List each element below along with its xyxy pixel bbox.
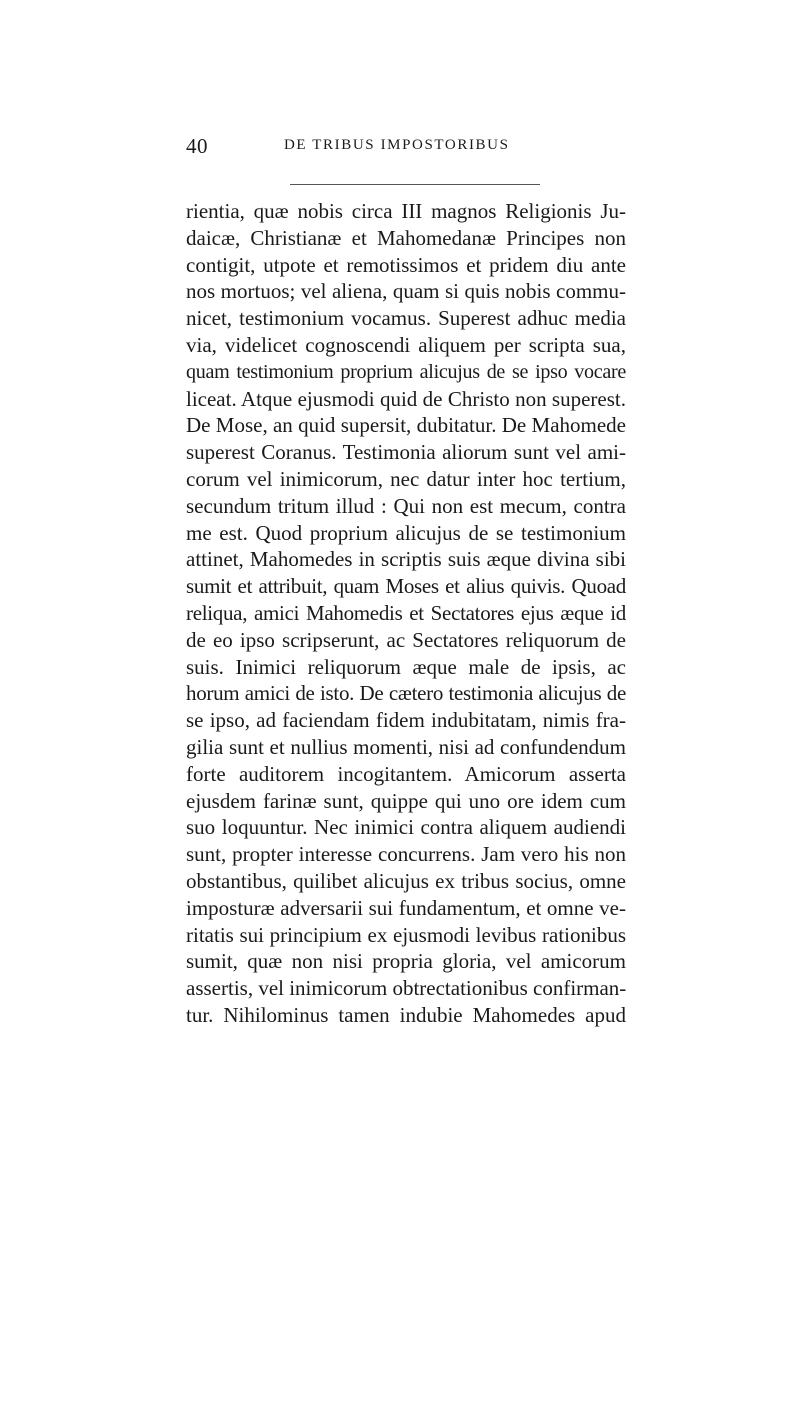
text-line: obstantibus, quilibet alicujus ex tribus socius, omne [186, 868, 626, 893]
body-text [186, 198, 626, 1029]
text-line: suis. Inimici reliquorum æque male de ipsis, ac [186, 654, 626, 679]
text-line: reliqua, amici Mahomedis et Sectatores ejus æque id [186, 600, 626, 625]
text-line: nicet, testimonium vocamus. Superest adhuc media [186, 306, 626, 331]
text-line: ejusdem farinæ sunt, quippe qui uno ore idem cum [186, 788, 626, 813]
text-line: nos mortuos; vel aliena, quam si quis nobis commu- [186, 279, 626, 304]
text-line: superest Coranus. Testimonia aliorum sunt vel ami- [186, 440, 626, 465]
text-line: forte auditorem incogitantem. Amicorum asserta [186, 761, 626, 786]
text-line: secundum tritum illud : Qui non est mecum, contra [186, 493, 626, 518]
page-header [186, 134, 626, 164]
text-line: imposturæ adversarii sui fundamentum, et omne ve- [186, 895, 626, 920]
text-line: suo loquuntur. Nec inimici contra aliquem audiendi [186, 815, 626, 840]
header-rule [290, 184, 540, 185]
page-number: 40 [186, 134, 208, 158]
text-line: de eo ipso scripserunt, ac Sectatores reliquorum de [186, 627, 626, 652]
text-line: sumit, quæ non nisi propria gloria, vel amicorum [186, 949, 626, 974]
text-line: tur. Nihilominus tamen indubie Mahomedes apud [186, 1002, 626, 1027]
text-line: quam testimonium proprium alicujus de se ipso vocare [186, 360, 626, 383]
text-line: assertis, vel inimicorum obtrectationibus confirman- [186, 976, 627, 1001]
text-line: rientia, quæ nobis circa III magnos Religionis Ju- [186, 199, 626, 223]
text-line: ritatis sui principium ex ejusmodi levibus rationibus [186, 922, 626, 947]
text-line: me est. Quod proprium alicujus de se testimonium [186, 520, 626, 545]
text-line: sumit et attribuit, quam Moses et alius quivis. Quoad [186, 574, 626, 599]
running-head: DE TRIBUS IMPOSTORIBUS [284, 137, 510, 153]
text-line: contigit, utpote et remotissimos et pridem diu ante [186, 252, 626, 277]
text-line: De Mose, an quid supersit, dubitatur. De Mahomede [186, 413, 626, 438]
text-line: se ipso, ad faciendam fidem indubitatam, nimis fra- [186, 708, 626, 733]
text-line: via, videlicet cognoscendi aliquem per scripta sua, [186, 332, 626, 357]
text-line: sunt, propter interesse concurrens. Jam vero his non [186, 842, 626, 867]
text-line: corum vel inimicorum, nec datur inter hoc tertium, [186, 466, 626, 491]
text-line: attinet, Mahomedes in scriptis suis æque divina sibi [186, 547, 626, 572]
text-line: daicæ, Christianæ et Mahomedanæ Principes non [186, 225, 626, 250]
text-line: horum amici de isto. De cætero testimonia alicujus de [186, 681, 626, 706]
text-line: liceat. Atque ejusmodi quid de Christo non superest. [186, 386, 626, 411]
text-line: gilia sunt et nullius momenti, nisi ad confundendum [186, 734, 626, 759]
